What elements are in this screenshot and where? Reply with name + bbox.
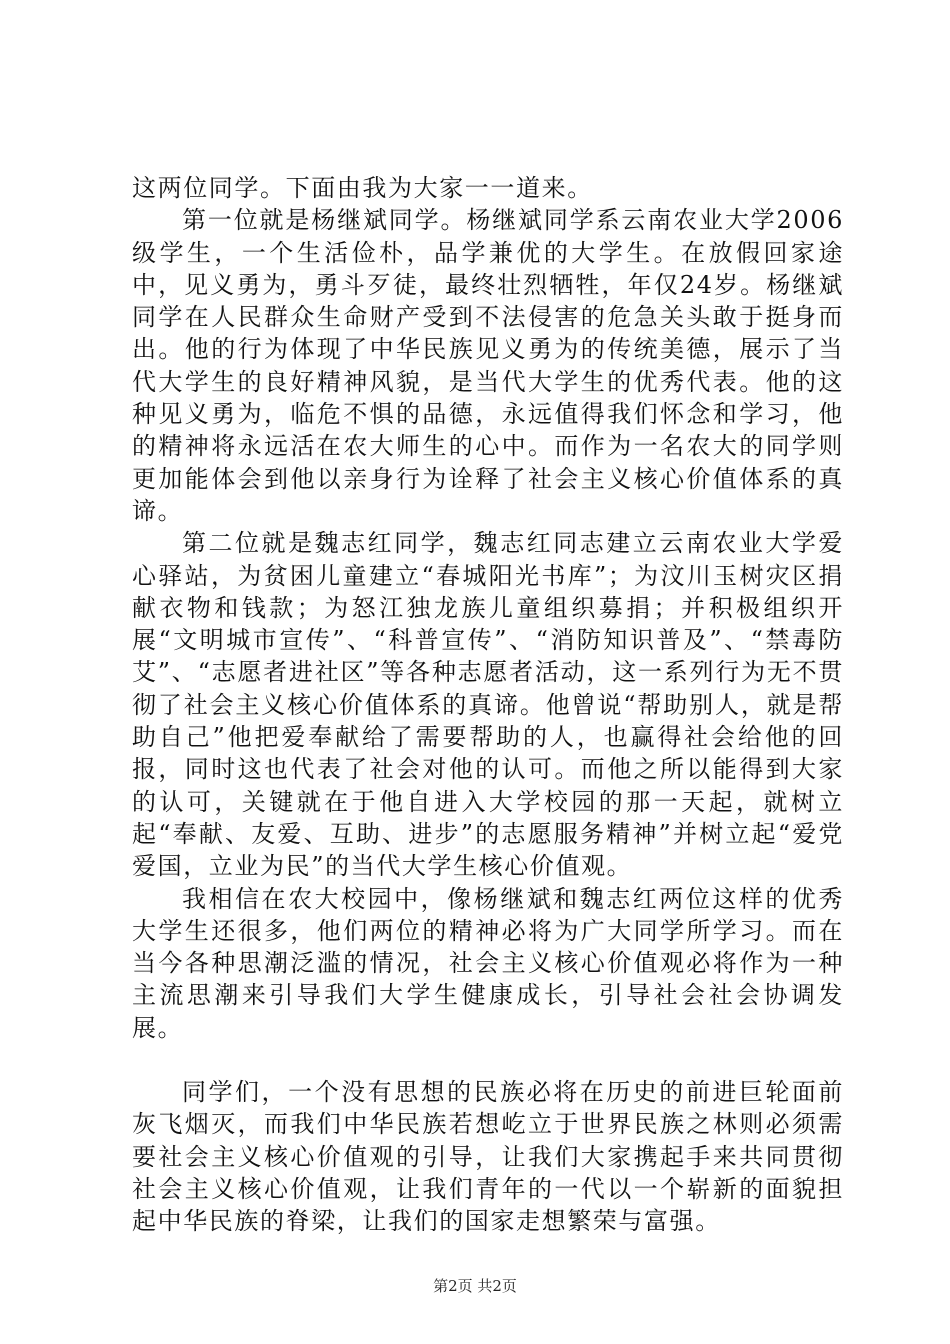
paragraph-yang-jibin: 第一位就是杨继斌同学。杨继斌同学系云南农业大学2006级学生，一个生活俭朴，品学兼优的大学生。在放假回家途中，见义勇为，勇斗歹徒，最终壮烈牺牲，年仅24岁。杨继斌同学在人民群众生命财产受到不法侵害的危急关头敢于挺身而出。他的行为体现了中华民族见义勇为的传统美德，展示了当代大学生的良好精神风貌，是当代大学生的优秀代表。他的这种见义勇为，临危不惧的品德，永远值得我们怀念和学习，他的精神将永远活在农大师生的心中。而作为一名农大的同学则更加能体会到他以亲身行为诠释了社会主义核心价值体系的真谛。 bbox=[132, 206, 844, 525]
paragraph-campus-belief: 我相信在农大校园中，像杨继斌和魏志红两位这样的优秀大学生还很多，他们两位的精神必将为广大同学所学习。而在当今各种思潮泛滥的情况，社会主义核心价值观必将作为一种主流思潮来引导我们大学生健康成长，引导社会社会协调发展。 bbox=[132, 884, 844, 1042]
document-body bbox=[132, 172, 844, 1238]
paragraph-wei-zhihong: 第二位就是魏志红同学，魏志红同志建立云南农业大学爱心驿站，为贫困儿童建立“春城阳光书库”；为汶川玉树灾区捐献衣物和钱款；为怒江独龙族儿童组织募捐；并积极组织开展“文明城市宣传”、“科普宣传”、“消防知识普及”、“禁毒防艾”、“志愿者进社区”等各种志愿者活动，这一系列行为无不贯彻了社会主义核心价值体系的真谛。他曾说“帮助别人，就是帮助自己”他把爱奉献给了需要帮助的人，也赢得社会给他的回报，同时这也代表了社会对他的认可。而他之所以能得到大家的认可，关键就在于他自进入大学校园的那一天起，就树立起“奉献、友爱、互助、进步”的志愿服务精神”并树立起“爱党爱国，立业为民”的当代大学生核心价值观。 bbox=[132, 529, 844, 881]
page-number-footer: 第2页 共2页 bbox=[433, 1277, 517, 1295]
paragraph-intro-continuation: 这两位同学。下面由我为大家一一道来。 bbox=[132, 174, 593, 202]
paragraph-closing-call: 同学们，一个没有思想的民族必将在历史的前进巨轮面前灰飞烟灭，而我们中华民族若想屹立于世界民族之林则必须需要社会主义核心价值观的引导，让我们大家携起手来共同贯彻社会主义核心价值观，让我们青年的一代以一个崭新的面貌担起中华民族的脊梁，让我们的国家走想繁荣与富强。 bbox=[132, 1078, 844, 1236]
